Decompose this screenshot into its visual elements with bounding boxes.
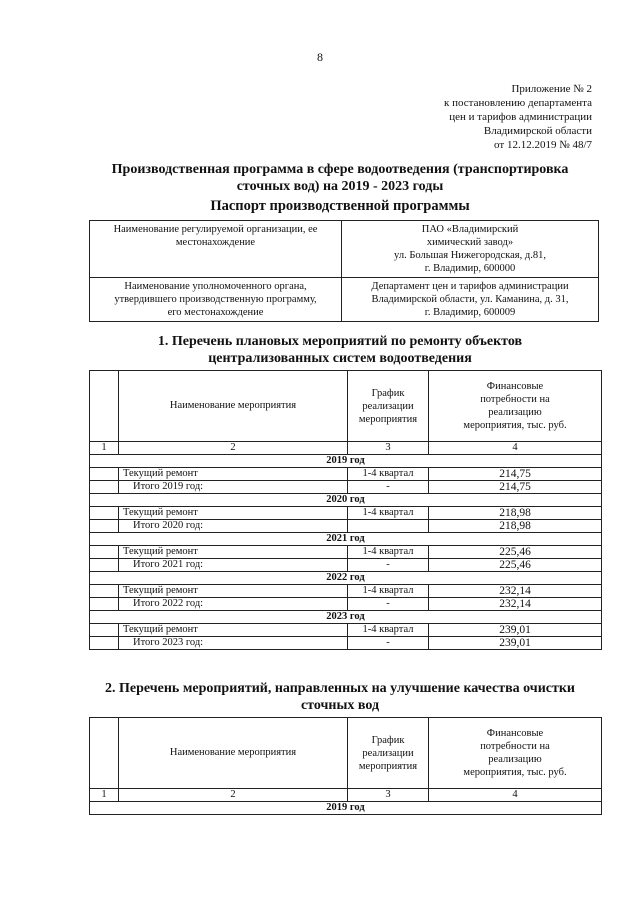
column-number: 1 bbox=[90, 442, 119, 455]
appendix-block bbox=[444, 82, 592, 152]
column-number-row bbox=[90, 789, 602, 802]
year-row bbox=[90, 455, 602, 468]
year-row bbox=[90, 494, 602, 507]
total-dash-cell: - bbox=[348, 637, 429, 650]
repair-table bbox=[89, 370, 602, 650]
header-finance: Финансовые потребности на реализацию мероприятия, тыс. руб. bbox=[429, 371, 602, 442]
header-num-cell bbox=[90, 718, 119, 789]
appendix-line: цен и тарифов администрации bbox=[449, 111, 592, 123]
year-row bbox=[90, 802, 602, 815]
total-dash-cell bbox=[348, 520, 429, 533]
passport-row bbox=[90, 221, 599, 278]
section2-title: 2. Перечень мероприятий, направленных на улучшение качества очистки сточных вод bbox=[104, 681, 575, 713]
item-cell: Текущий ремонт bbox=[119, 585, 348, 598]
num-cell bbox=[90, 520, 119, 533]
num-cell bbox=[90, 637, 119, 650]
num-cell bbox=[90, 468, 119, 481]
table-row bbox=[90, 507, 602, 520]
year-row bbox=[90, 611, 602, 624]
period-cell: 1-4 квартал bbox=[348, 624, 429, 637]
header-name: Наименование мероприятия bbox=[119, 371, 348, 442]
year-cell: 2019 год bbox=[90, 455, 602, 468]
total-label-cell: Итого 2023 год: bbox=[119, 637, 348, 650]
total-label-cell: Итого 2020 год: bbox=[119, 520, 348, 533]
num-cell bbox=[90, 598, 119, 611]
period-cell: 1-4 квартал bbox=[348, 546, 429, 559]
column-number: 4 bbox=[429, 442, 602, 455]
item-cell: Текущий ремонт bbox=[119, 624, 348, 637]
num-cell bbox=[90, 507, 119, 520]
period-cell: 1-4 квартал bbox=[348, 468, 429, 481]
table-row bbox=[90, 624, 602, 637]
passport-value: ПАО «Владимирский химический завод» ул. Большая Нижегородская, д.81, г. Владимир, 600000 bbox=[342, 221, 599, 278]
passport-title: Паспорт производственной программы bbox=[210, 198, 470, 214]
num-cell bbox=[90, 481, 119, 494]
appendix-line: Владимирской области bbox=[483, 125, 592, 137]
year-row bbox=[90, 572, 602, 585]
period-cell: 1-4 квартал bbox=[348, 507, 429, 520]
passport-value: Департамент цен и тарифов администрации Владимирской области, ул. Каманина, д. 31, г. Владимир, 600009 bbox=[342, 278, 599, 322]
total-amount-cell: 218,98 bbox=[429, 520, 602, 533]
table-row bbox=[90, 546, 602, 559]
total-amount-cell: 225,46 bbox=[429, 559, 602, 572]
amount-cell: 225,46 bbox=[429, 546, 602, 559]
appendix-line: к постановлению департамента bbox=[444, 97, 592, 109]
year-cell: 2021 год bbox=[90, 533, 602, 546]
amount-cell: 214,75 bbox=[429, 468, 602, 481]
year-cell: 2020 год bbox=[90, 494, 602, 507]
column-number-row bbox=[90, 442, 602, 455]
year-cell: 2019 год bbox=[90, 802, 602, 815]
item-cell: Текущий ремонт bbox=[119, 507, 348, 520]
total-row bbox=[90, 637, 602, 650]
document-title bbox=[90, 161, 590, 195]
num-cell bbox=[90, 585, 119, 598]
num-cell bbox=[90, 624, 119, 637]
header-schedule: График реализации мероприятия bbox=[348, 718, 429, 789]
total-dash-cell: - bbox=[348, 559, 429, 572]
header-name: Наименование мероприятия bbox=[119, 718, 348, 789]
title-line: сточных вод) на 2019 - 2023 годы bbox=[236, 179, 444, 194]
year-row bbox=[90, 533, 602, 546]
passport-table bbox=[89, 220, 599, 322]
amount-cell: 239,01 bbox=[429, 624, 602, 637]
total-label-cell: Итого 2021 год: bbox=[119, 559, 348, 572]
passport-row bbox=[90, 278, 599, 322]
page-number: 8 bbox=[317, 50, 323, 64]
item-cell: Текущий ремонт bbox=[119, 468, 348, 481]
total-row bbox=[90, 559, 602, 572]
num-cell bbox=[90, 559, 119, 572]
year-cell: 2023 год bbox=[90, 611, 602, 624]
table-header-row bbox=[90, 371, 602, 442]
amount-cell: 218,98 bbox=[429, 507, 602, 520]
year-cell: 2022 год bbox=[90, 572, 602, 585]
total-dash-cell: - bbox=[348, 598, 429, 611]
column-number: 3 bbox=[348, 442, 429, 455]
header-schedule: График реализации мероприятия bbox=[348, 371, 429, 442]
column-number: 1 bbox=[90, 789, 119, 802]
num-cell bbox=[90, 546, 119, 559]
column-number: 2 bbox=[119, 442, 348, 455]
column-number: 3 bbox=[348, 789, 429, 802]
total-row bbox=[90, 598, 602, 611]
amount-cell: 232,14 bbox=[429, 585, 602, 598]
appendix-line: от 12.12.2019 № 48/7 bbox=[494, 139, 592, 151]
total-label-cell: Итого 2022 год: bbox=[119, 598, 348, 611]
column-number: 2 bbox=[119, 789, 348, 802]
appendix-line: Приложение № 2 bbox=[511, 83, 592, 95]
total-dash-cell: - bbox=[348, 481, 429, 494]
total-amount-cell: 239,01 bbox=[429, 637, 602, 650]
period-cell: 1-4 квартал bbox=[348, 585, 429, 598]
passport-label: Наименование уполномоченного органа, утвердившего производственную программу, его местонахождение bbox=[90, 278, 342, 322]
quality-table bbox=[89, 717, 602, 815]
section1-title: 1. Перечень плановых мероприятий по ремонту объектов централизованных систем водоотведения bbox=[157, 334, 523, 366]
total-row bbox=[90, 481, 602, 494]
passport-label: Наименование регулируемой организации, ее местонахождение bbox=[90, 221, 342, 278]
table-row bbox=[90, 585, 602, 598]
total-row bbox=[90, 520, 602, 533]
item-cell: Текущий ремонт bbox=[119, 546, 348, 559]
header-num-cell bbox=[90, 371, 119, 442]
header-finance: Финансовые потребности на реализацию мероприятия, тыс. руб. bbox=[429, 718, 602, 789]
column-number: 4 bbox=[429, 789, 602, 802]
total-amount-cell: 232,14 bbox=[429, 598, 602, 611]
table-row bbox=[90, 468, 602, 481]
table-header-row bbox=[90, 718, 602, 789]
title-line: Производственная программа в сфере водоотведения (транспортировка bbox=[111, 162, 569, 177]
total-label-cell: Итого 2019 год: bbox=[119, 481, 348, 494]
total-amount-cell: 214,75 bbox=[429, 481, 602, 494]
